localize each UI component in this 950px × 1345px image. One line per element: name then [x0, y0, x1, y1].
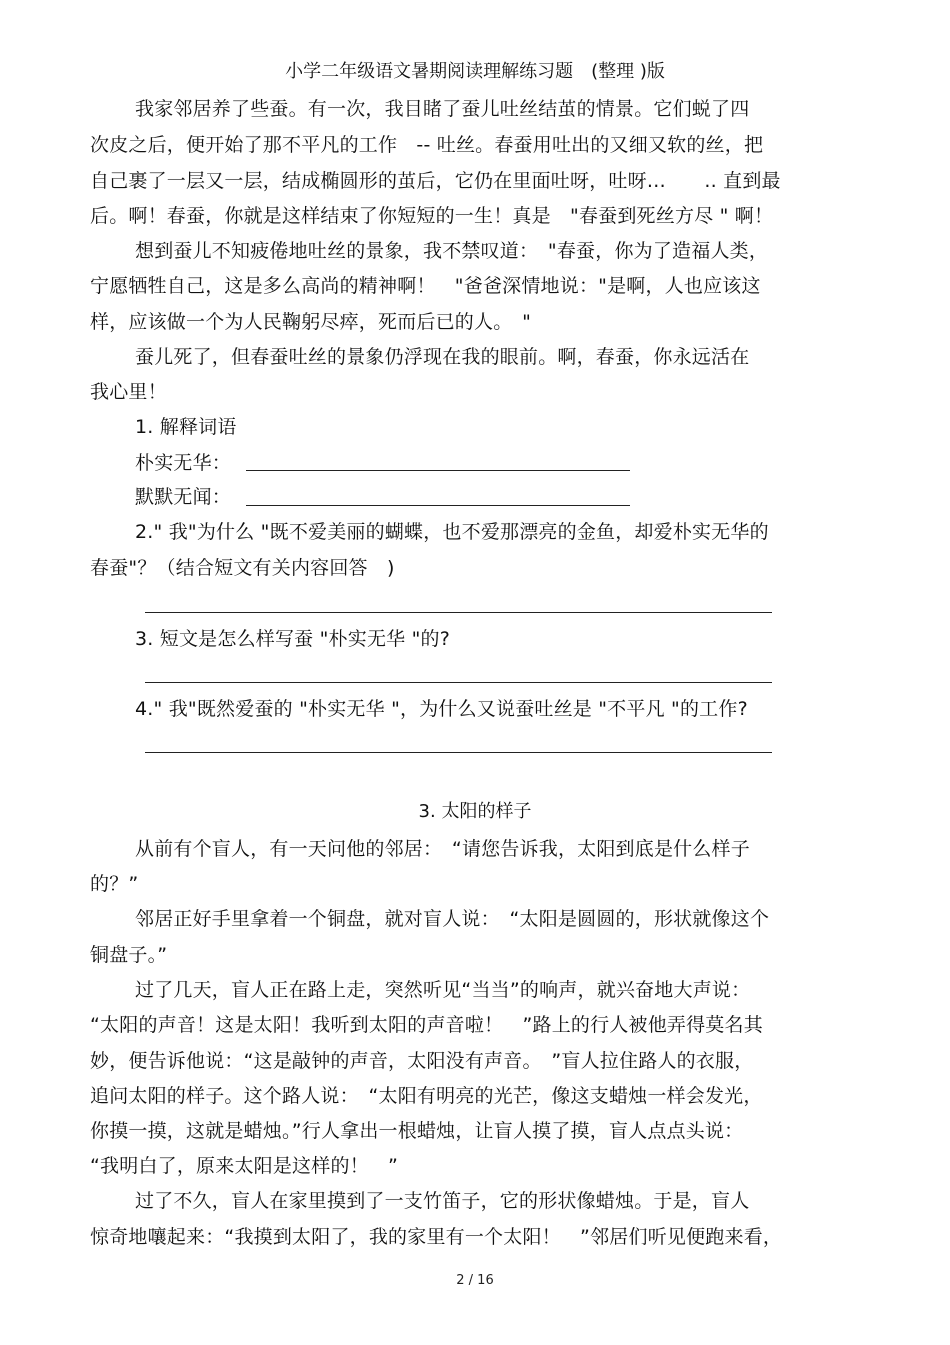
story-line: “太阳的声音！这是太阳！我听到太阳的声音啦！ ”路上的行人被他弄得莫名其	[90, 1014, 763, 1036]
question-1-term-b: 默默无闻：	[135, 486, 232, 508]
passage-line: 蚕儿死了，但春蚕吐丝的景象仍浮现在我的眼前。啊，春蚕，你永远活在	[135, 346, 750, 368]
question-2-line: 2." 我"为什么 "既不爱美丽的蝴蝶，也不爱那漂亮的金鱼，却爱朴实无华的	[135, 521, 769, 543]
question-4: 4." 我"既然爱蚕的 "朴实无华 "，为什么又说蚕吐丝是 "不平凡 "的工作?	[135, 698, 748, 720]
story-line: 妙，便告诉他说：“这是敲钟的声音，太阳没有声音。 ”盲人拉住路人的衣服，	[90, 1050, 754, 1072]
answer-blank-q3	[145, 682, 772, 683]
passage-line: 自己裹了一层又一层，结成椭圆形的茧后，它仍在里面吐呀，吐呀… .. 直到最	[90, 170, 781, 192]
story-line: 邻居正好手里拿着一个铜盘，就对盲人说： “太阳是圆圆的，形状就像这个	[135, 908, 770, 930]
story-line: 过了几天，盲人正在路上走，突然听见“当当”的响声，就兴奋地大声说：	[135, 979, 751, 1001]
page-number: 2 / 16	[456, 1273, 494, 1288]
story-line: 惊奇地嚷起来：“我摸到太阳了，我的家里有一个太阳！ ”邻居们听见便跑来看，	[90, 1226, 783, 1248]
passage-line: 我家邻居养了些蚕。有一次，我目睹了蚕儿吐丝结茧的情景。它们蜕了四	[135, 98, 750, 120]
answer-blank-q4	[145, 752, 772, 753]
story-line: 追问太阳的样子。这个路人说： “太阳有明亮的光芒，像这支蜡烛一样会发光，	[90, 1085, 763, 1107]
answer-blank-term-a	[246, 470, 630, 471]
page-title: 小学二年级语文暑期阅读理解练习题 (整理 )版	[285, 61, 665, 82]
question-1-title: 1. 解释词语	[135, 416, 237, 438]
passage-line: 想到蚕儿不知疲倦地吐丝的景象，我不禁叹道： "春蚕，你为了造福人类，	[135, 240, 769, 262]
story-line: 从前有个盲人，有一天问他的邻居： “请您告诉我，太阳到底是什么样子	[135, 838, 750, 860]
passage-line: 宁愿牺牲自己，这是多么高尚的精神啊！ "爸爸深情地说："是啊，人也应该这	[90, 275, 761, 297]
section-title: 3. 太阳的样子	[418, 801, 532, 822]
passage-line: 样，应该做一个为人民鞠躬尽瘁，死而后已的人。 "	[90, 311, 532, 333]
question-3: 3. 短文是怎么样写蚕 "朴实无华 "的?	[135, 628, 451, 650]
answer-blank-q2	[145, 612, 772, 613]
story-line: 的？”	[90, 873, 139, 895]
story-line: 铜盘子。”	[90, 944, 168, 966]
answer-blank-term-b	[246, 505, 630, 506]
passage-line: 我心里！	[90, 381, 167, 403]
question-2-line: 春蚕"？（结合短文有关内容回答 )	[90, 557, 395, 579]
passage-line: 后。啊！春蚕，你就是这样结束了你短短的一生！真是 "春蚕到死丝方尽 " 啊！	[90, 205, 774, 227]
story-line: “我明白了，原来太阳是这样的！ ”	[90, 1155, 399, 1177]
story-line: 过了不久，盲人在家里摸到了一支竹笛子，它的形状像蜡烛。于是，盲人	[135, 1190, 750, 1212]
story-line: 你摸一摸，这就是蜡烛。”行人拿出一根蜡烛，让盲人摸了摸，盲人点点头说：	[90, 1120, 744, 1142]
question-1-term-a: 朴实无华：	[135, 452, 232, 474]
passage-line: 次皮之后，便开始了那不平凡的工作 -- 吐丝。春蚕用吐出的又细又软的丝，把	[90, 134, 764, 156]
